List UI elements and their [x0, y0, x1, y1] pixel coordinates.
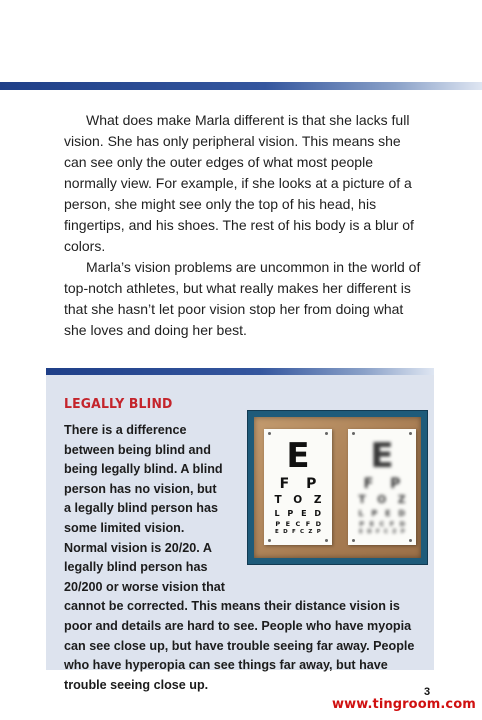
body-paragraph: Marla’s vision problems are uncommon in the world of top-notch athletes, but what really makes her different is that she hasn’t let poor vision stop her from doing what she loves and doing her best. [64, 259, 421, 338]
sidebar-title: LEGALLY BLIND [64, 396, 173, 412]
chart-line: F P [279, 476, 323, 492]
eye-chart-image [247, 410, 428, 565]
pin-icon [325, 432, 328, 435]
sidebar-text: There is a difference between being blind and being legally blind. A blind person has no vision, but a legally blind person has some limited vision. Normal vision is 20/20. A legally blind person has 20/200 or worse vision that cannot be corrected. This means their distance vision is poor and details are hard to see. People who have myopia can see close up, but have trouble seeing far away. People who have hyperopia can see things far away, but have trouble seeing close up. [64, 423, 415, 692]
body-text [64, 110, 424, 341]
sidebar-rule [46, 368, 434, 375]
pin-icon [268, 539, 271, 542]
chart-line: L P E D [274, 508, 324, 518]
chart-line: T O Z [358, 494, 410, 506]
chart-line: P E C F D [275, 519, 323, 528]
chart-line: L P E D [358, 508, 408, 518]
pin-icon [409, 432, 412, 435]
page-number: 3 [424, 686, 431, 698]
watermark: www.tingroom.com [332, 697, 476, 712]
eye-chart-sharp [264, 429, 332, 545]
pin-icon [352, 432, 355, 435]
corkboard [254, 417, 421, 558]
pin-icon [268, 432, 271, 435]
eye-chart-blurred [348, 429, 416, 545]
top-rule [0, 82, 482, 90]
chart-line: E [370, 436, 394, 476]
pin-icon [325, 539, 328, 542]
chart-line: E [286, 436, 310, 476]
chart-line: T O Z [274, 494, 326, 506]
pin-icon [352, 539, 355, 542]
pin-icon [409, 539, 412, 542]
chart-line: P E C F D [359, 519, 407, 528]
chart-line: F P [363, 476, 407, 492]
chart-line: E D F C Z P [275, 529, 322, 535]
chart-line: E D F C Z P [359, 529, 406, 535]
body-paragraph: What does make Marla different is that she lacks full vision. She has only peripheral vision. This means she can see only the outer edges of what most people normally view. For example, if she looks at a picture of a person, she might see only the top of his head, his fingertips, and his shoes. The rest of his body is a blur of colors. [64, 112, 414, 254]
